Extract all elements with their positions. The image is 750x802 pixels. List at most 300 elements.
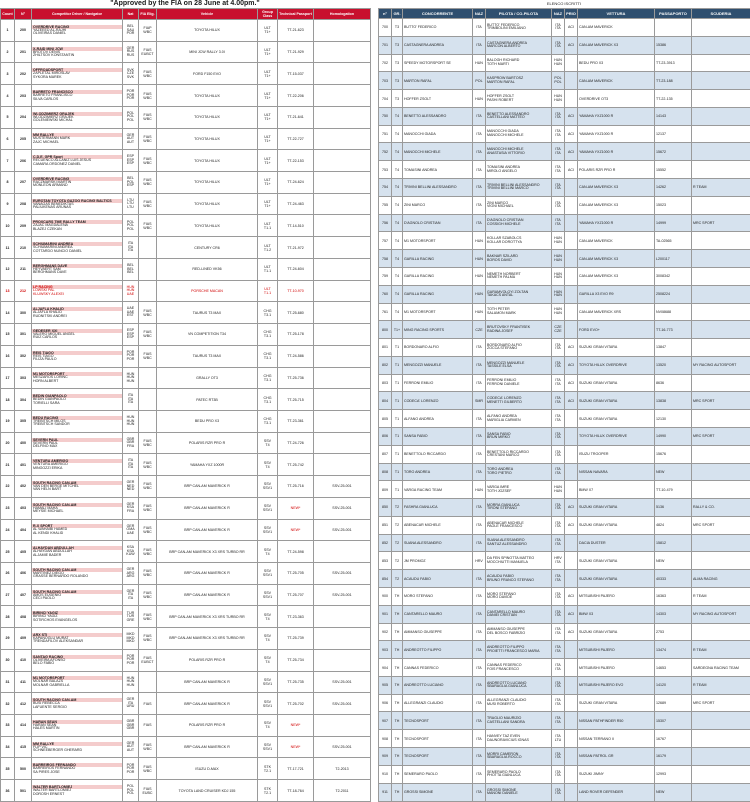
crew-cell [486,641,552,659]
competitor-cell [32,758,123,780]
fia-eligibility-cell: FIAS WBC [139,302,157,324]
car-number-cell: 212 [15,280,32,302]
vehicle-cell: SUZUKI GRAN VITARA [578,339,655,357]
driver-nationality: ITA [555,627,561,632]
entrant-name: BIRINCI YAGIZ [32,611,122,615]
entrant-name: ALHAYDAN ABDULLAH [32,546,122,550]
technical-passport-cell: TT-24-463 [278,193,314,215]
driver-name: KASPROW BARTOSZ [487,76,524,81]
driver-nationality: ITA [555,360,561,365]
driver-name: HEYVAERT SAM [33,266,61,271]
competitor-nationality-cell: ITA [473,196,486,214]
entrant-nationality: SVK [126,67,135,72]
passport-cell: 12130 [655,410,692,428]
navigator-name: LAFUENTE SERGIO [33,704,67,709]
table-row [379,143,750,161]
team-cell: MRC SPORT [692,392,750,410]
navigator-nationality: UAE [126,291,135,296]
technical-passport-cell: TT-24-604 [278,258,314,280]
competitor-cell: CANTARELLO MAURO [403,605,473,623]
crew-cell [486,196,552,214]
group-class-cell: ULT T1.1 [258,280,278,302]
car-number-cell: 203 [15,85,32,107]
team-cell [692,374,750,392]
table-row [1,63,371,85]
fia-entry-list-table [0,8,371,802]
group-cell: T4 [392,285,403,303]
driver-nationality: ITA [127,461,134,466]
driver-nationality: ESP [126,157,135,162]
entry-number-cell: 852 [379,534,392,552]
team-cell [692,765,750,783]
car-number-cell: 500 [15,758,32,780]
homologation-cell [314,215,371,237]
vehicle-cell: YAMAHA YXZ1000 R [578,143,655,161]
homologation-cell [314,106,371,128]
fia-eligibility-cell: FIAS WBC [139,106,157,128]
passport-cell: 40333 [655,570,692,588]
driver-name: YAZEEED AL-RAJHI [33,27,67,32]
priority-cell [565,410,578,428]
priority-cell: ACI [565,143,578,161]
entrant-nationality: HUN [126,371,135,376]
count-cell: 10 [1,215,15,237]
passport-cell: TT-16-773 [655,321,692,339]
nationality-cell [123,302,139,324]
crew-cell [486,107,552,125]
competitor-cell: BENETTOLO RICCARDO [403,445,473,463]
driver-name: HARAN SEAN [33,722,57,727]
navigator-nationality: UAE [126,530,135,535]
co-driver-nationality: ITA [555,630,561,635]
driver-name: BARREIROS FERNANDO [33,766,76,771]
nationality-cell [123,758,139,780]
navigator-name: CAMARA ORDONEZ DANIEL [33,161,82,166]
vehicle-cell: SUZUKI GRAN VITARA [578,516,655,534]
crew-nationality-cell [552,694,565,712]
vehicle-cell: TOYOTA HILUX [157,106,258,128]
fia-eligibility-cell: FIAS WBC [139,519,157,541]
fia-eligibility-cell: FIAS WBC [139,606,157,628]
technical-passport-cell: TT-17-721 [278,758,314,780]
group-class-cell: ULT T1+ [258,172,278,194]
technical-passport-cell: TT-22-153 [278,150,314,172]
entrant-name: R-X SPORT [32,524,122,528]
technical-passport-cell: TT-21-641 [278,106,314,128]
priority-cell [565,321,578,339]
competitor-nationality-cell: ITA [473,374,486,392]
vehicle-cell: TOYOTA HILUX [157,85,258,107]
count-cell: 20 [1,432,15,454]
navigator-nationality: POR [126,356,135,361]
group-cell: T4 [392,179,403,197]
passport-cell: 15672 [655,143,692,161]
entry-number-cell: 759 [379,267,392,285]
competitor-cell [32,389,123,411]
driver-nationality: RUS [126,49,135,54]
crew-cell [486,623,552,641]
entrant-nationality: GBR [126,436,135,441]
competitor-cell: BENETTO ALESSANDRO [403,107,473,125]
driver-name: TOMASINI ANDREA [487,165,521,170]
entrant-name: BARRETO FRANCISCO [32,90,122,94]
driver-name: MOLNAR BALAZS [33,679,64,684]
competitor-nationality-cell: ITA [473,36,486,54]
table-row [379,339,750,357]
count-cell: 24 [1,519,15,541]
competitor-cell [32,519,123,541]
nationality-cell [123,562,139,584]
competitor-cell: FASHRA GIANLUCA [403,499,473,517]
entry-number-cell: 850 [379,499,392,517]
competitor-nationality-cell: SMR [473,392,486,410]
passport-cell: 15676 [655,445,692,463]
driver-nationality: POR [126,657,135,662]
table-row [379,499,750,517]
crew-cell [486,552,552,570]
table-row [379,516,750,534]
team-cell: R TEAM [692,641,750,659]
team-cell [692,19,750,37]
entry-number-cell: 703 [379,72,392,90]
priority-cell: ACI [565,36,578,54]
crew-nationality-cell [552,214,565,232]
table-row [1,389,371,411]
team-cell: R TEAM [692,588,750,606]
co-driver-nationality: ITA [555,684,561,689]
entrant-nationality: HUN [126,284,135,289]
entrant-nationality: POR [126,653,135,658]
entrant-nationality: TUR [126,610,135,615]
passport-cell: TT-23-188 [655,72,692,90]
competitor-cell [32,345,123,367]
group-cell: T4 [392,196,403,214]
crew-cell [486,303,552,321]
co-driver-nationality: HUN [554,293,562,298]
driver-name: LOWSKI PAL [33,288,55,293]
right-header-row [379,9,750,19]
team-cell [692,161,750,179]
driver-nationality: MKD [126,635,135,640]
vehicle-cell: SUZUKI GRAN VITARA [578,570,655,588]
competitor-nationality-cell: ITA [473,339,486,357]
driver-nationality: ITA [555,574,561,579]
passport-cell: 16179 [655,748,692,766]
navigator-name: GOLENIEWSKI MICHAL [33,118,73,123]
vehicle-cell: POLARIS RZR PRO R [578,161,655,179]
driver-nationality: ARG [126,570,135,575]
navigator-name: SILVA CARLOS [33,96,59,101]
passport-cell: 14120 [655,676,692,694]
car-number-cell: 414 [15,715,32,737]
vehicle-cell: SUZUKI GRAN VITARA [578,392,655,410]
entrant-name: SOUTH RACING CAN-AM [32,503,122,507]
driver-name: CANNAS FEDERICO [487,662,522,667]
team-cell: MY RACING AUTOSPORT [692,605,750,623]
passport-cell: TT-22-135 [655,90,692,108]
group-class-cell: ULT T1.1 [258,258,278,280]
driver-nationality: POL [554,76,562,81]
entrant-nationality: POR [126,89,135,94]
competitor-nationality-cell: ITA [473,107,486,125]
competitor-cell: TORO ANDREA [403,463,473,481]
priority-cell [565,267,578,285]
vehicle-cell: BRP CAN-AM MAVERICK X3 XRS TURBO RR [157,541,258,563]
crew-cell [486,179,552,197]
crew-nationality-cell [552,748,565,766]
table-row [1,128,371,150]
priority-cell [565,196,578,214]
co-driver-name: TRIVINI BELLINI MARCO [487,186,529,191]
vehicle-cell: BRP CAN-AM MAVERICK R [157,562,258,584]
table-row [1,85,371,107]
crew-nationality-cell [552,72,565,90]
technical-passport-cell: TT-25-735 [278,671,314,693]
entry-number-cell: 700 [379,19,392,37]
crew-nationality-cell [552,356,565,374]
entrant-nationality: ESP [126,154,135,159]
count-cell: 9 [1,193,15,215]
nationality-cell [123,324,139,346]
crew-cell [486,427,552,445]
co-driver-name: ANASTASIA VITTORIO [487,150,525,155]
entry-number-cell: 752 [379,143,392,161]
team-cell: SARDEGNA RACING TEAM [692,659,750,677]
navigator-name: BERGHMANS DAVE [33,270,67,275]
competitor-nationality-cell: HUN [473,303,486,321]
count-cell: 28 [1,606,15,628]
priority-cell: ACI [565,356,578,374]
team-cell [692,623,750,641]
group-class-cell: SSV SSV1 [258,497,278,519]
entrant-name: OVERDRIVE RACING [32,177,122,181]
team-cell [692,72,750,90]
driver-name: DA FEN SPINOTTA MATTEO [487,556,535,561]
group-cell: TH [392,588,403,606]
priority-cell [565,659,578,677]
entrant-nationality: POR [126,762,135,767]
driver-name: ABENACAR MICHELE [487,520,524,525]
technical-passport-cell: TT-25-680 [278,302,314,324]
header-group-class: Group Class [258,9,278,20]
header-pilota: PILOTA / CO-PILOTA [486,9,552,19]
navigator-nationality: ARG [126,574,135,579]
header-concorrente: CONCORRENTE [403,9,473,19]
technical-passport-cell: TT-23-363 [278,606,314,628]
vehicle-cell: TOYOTA HILUX [157,20,258,42]
group-cell: T2 [392,499,403,517]
driver-name: BROTOV DENIS [33,49,61,54]
entrant-nationality: ITA [127,458,134,463]
entrant-name: SOUTH RACING CAN-AM [32,590,122,594]
table-row [379,54,750,72]
competitor-cell [32,63,123,85]
navigator-nationality: EST [127,313,134,318]
fia-eligibility-cell [139,410,157,432]
homologation-cell [314,85,371,107]
driver-nationality: HUN [126,375,135,380]
technical-passport-cell: TT-21-623 [278,20,314,42]
crew-nationality-cell [552,605,565,623]
competitor-cell [32,454,123,476]
driver-name: BUSI REBECCA [33,701,60,706]
navigator-nationality: HUN [126,682,135,687]
table-row [379,676,750,694]
count-cell: 8 [1,172,15,194]
entrant-nationality: ESP [126,328,135,333]
driver-name: MORO STEFANO [487,591,516,596]
crew-cell [486,339,552,357]
passport-cell: 13474 [655,641,692,659]
navigator-nationality: POL [126,117,135,122]
competitor-nationality-cell: ITA [473,161,486,179]
driver-name: ALHAYDAN ABDULLAH [33,549,72,554]
homologation-cell: SSV-25-001 [314,693,371,715]
co-driver-name: DANIEI CRISTIAN [487,613,517,618]
vehicle-cell: CAN-AM MAVERICK XRS [578,303,655,321]
technical-passport-cell: TT-25-739 [278,628,314,650]
nationality-cell [123,693,139,715]
passport-cell: 14990 [655,427,692,445]
table-row [379,765,750,783]
navigator-name: MEYSIE MICHAEL [33,509,64,514]
priority-cell [565,250,578,268]
nationality-cell [123,345,139,367]
co-driver-name: SALAMON MARK [487,310,516,315]
navigator-nationality: HUN [126,378,135,383]
count-cell: 31 [1,671,15,693]
driver-nationality: CZE [126,71,135,76]
homologation-cell: SSV-25-001 [314,736,371,758]
vehicle-cell: BRP CAN-AM MAVERICK R [157,736,258,758]
co-driver-name: MORO DAVIDE [487,595,513,600]
header-competitor: Competitor Driver / Navigator [32,9,123,20]
header-prio: PRIO [565,9,578,19]
driver-name: ALFANO ANDREA [487,413,517,418]
car-number-cell: 300 [15,302,32,324]
table-row [1,454,371,476]
homologation-cell [314,63,371,85]
navigator-nationality: LTU [127,204,134,209]
fia-eligibility-cell: FIAS WBC [139,215,157,237]
priority-cell [565,214,578,232]
competitor-cell [32,476,123,498]
group-class-cell: SSV T4 [258,628,278,650]
homologation-cell [314,193,371,215]
group-cell: T1+ [392,321,403,339]
driver-nationality: ITA [555,609,561,614]
homologation-cell: SSV-25-001 [314,671,371,693]
driver-nationality: ITA [555,680,561,685]
team-cell: ALMA RACING [692,570,750,588]
driver-nationality: HUN [554,307,562,312]
technical-passport-cell: NEW* [278,519,314,541]
competitor-cell: SEMERARO PAOLO [403,765,473,783]
competitor-cell: BORDONARO ALFIO [403,339,473,357]
count-cell: 33 [1,715,15,737]
group-cell: T1 [392,445,403,463]
entry-number-cell: 760 [379,285,392,303]
co-driver-name: TOTH MARTI [487,61,509,66]
vehicle-cell: SUZUKI GRAN VITARA [578,552,655,570]
co-driver-nationality: HUN [554,257,562,262]
table-row [379,481,750,499]
group-cell: TH [392,783,403,801]
technical-passport-cell: NEW* [278,736,314,758]
passport-cell: TT-10-479 [655,481,692,499]
navigator-nationality: POR [126,769,135,774]
competitor-nationality-cell: ITA [473,588,486,606]
co-driver-name: ZOCCA STEFANO [487,346,518,351]
group-class-cell: SSV T4 [258,541,278,563]
crew-nationality-cell [552,641,565,659]
navigator-name: HORN ALBERT [33,378,59,383]
navigator-nationality: GRE [126,617,135,622]
navigator-nationality: BEL [127,270,134,275]
crew-cell [486,72,552,90]
count-cell: 15 [1,324,15,346]
entry-number-cell: 854 [379,570,392,588]
fia-eligibility-cell: FIAS WBC [139,193,157,215]
team-cell [692,463,750,481]
vehicle-cell: YAMAHA YXZ1000 R [578,214,655,232]
competitor-cell: MARTON RAFAL [403,72,473,90]
entrant-name: MM RALLYE [32,133,122,137]
table-row [379,285,750,303]
homologation-cell: SSV-25-001 [314,476,371,498]
crew-nationality-cell [552,339,565,357]
vehicle-cell: SUZUKI JIMNY [578,765,655,783]
navigator-nationality: RUS [126,52,135,57]
driver-name: SANSA FABIO [487,431,511,436]
competitor-nationality-cell: ITA [473,659,486,677]
homologation-cell: T2-2013 [314,758,371,780]
passport-cell: 16363 [655,588,692,606]
table-row [1,562,371,584]
co-driver-nationality: ITA [555,417,561,422]
vehicle-cell: CAN-AM MAVERICK [578,72,655,90]
homologation-cell [314,389,371,411]
competitor-nationality-cell: ITA [473,623,486,641]
car-number-cell: 301 [15,324,32,346]
competitor-nationality-cell: ITA [473,410,486,428]
co-driver-name: MANOCCHI MICHELE [487,133,524,138]
vehicle-cell: CAN-AM MAVERICK [578,232,655,250]
homologation-cell [314,345,371,367]
entrant-name: EUROTAN TOYOTA GAZOO RACING BALTICS [32,199,122,203]
count-cell: 36 [1,780,15,802]
driver-nationality: AUT [126,136,135,141]
team-cell [692,730,750,748]
driver-name: ACAUDU FABIO [487,574,514,579]
fia-eligibility-cell [139,367,157,389]
group-class-cell: ULT T1+ [258,20,278,42]
entry-number-cell: 903 [379,641,392,659]
co-driver-nationality: ITA [555,524,561,529]
header-vettura: VETTURA [578,9,655,19]
car-number-cell: 303 [15,367,32,389]
driver-name: MESZAROS LORINC [33,375,68,380]
vehicle-cell: CAN-AM MAVERICK [578,19,655,37]
co-driver-nationality: ITA [555,435,561,440]
vehicle-cell: MITSUBISHI PAJERO EVO [578,676,655,694]
competitor-cell: ZINI MARCO [403,196,473,214]
count-cell: 34 [1,736,15,758]
nationality-cell [123,497,139,519]
competitor-nationality-cell: ITA [473,445,486,463]
priority-cell: ACI [565,19,578,37]
table-row [1,584,371,606]
